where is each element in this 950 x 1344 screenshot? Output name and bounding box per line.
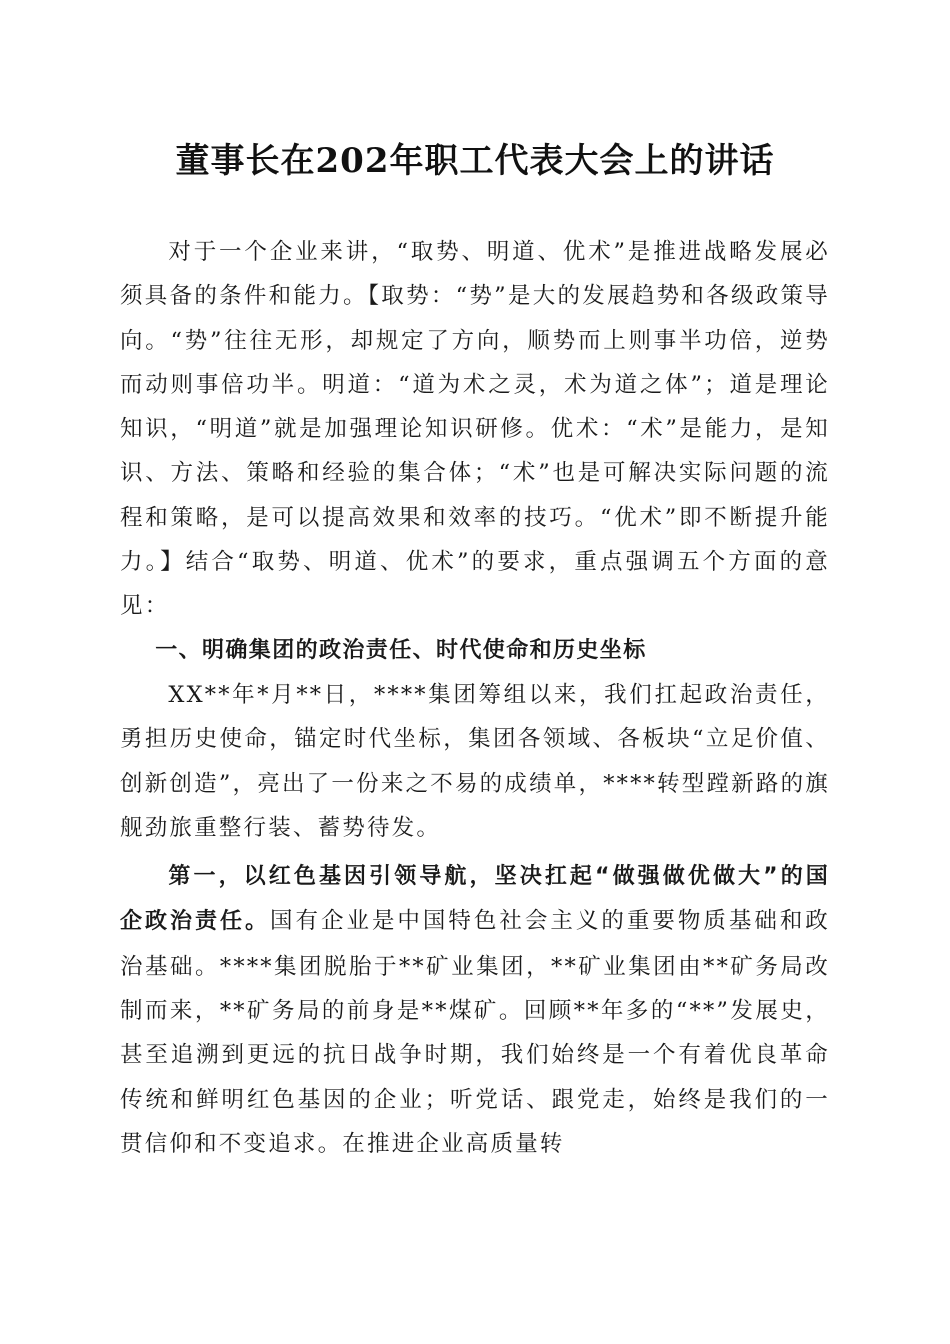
section-heading-1: 一、明确集团的政治责任、时代使命和历史坐标 [155, 637, 647, 663]
document-body [120, 230, 830, 1166]
intro-paragraph: 对于一个企业来讲，“取势、明道、优术”是推进战略发展必须具备的条件和能力。【取势：“势”是大的发展趋势和各级政策导向。“势”往往无形，却规定了方向，顺势而上则事半功倍，逆势而动则事倍功半。明道：“道为术之灵，术为道之体”；道是理论知识，“明道”就是加强理论知识研修。优术：“术”是能力，是知识、方法、策略和经验的集合体；“术”也是可解决实际问题的流程和策略，是可以提高效果和效率的技巧。“优术”即不断提升能力。】结合“取势、明道、优术”的要求，重点强调五个方面的意见： [120, 239, 830, 620]
section1-paragraph: XX**年*月**日，****集团筹组以来，我们扛起政治责任，勇担历史使命，锚定时代坐标，集团各领域、各板块“立足价值、创新创造”，亮出了一份来之不易的成绩单，****转型蹚新路的旗舰劲旅重整行装、蓄势待发。 [120, 681, 830, 841]
point-one-lead: 第一，以红色基因引领导航，坚决扛起“做强做优做大”的国企政治责任。 [120, 864, 830, 935]
point-one-body: 国有企业是中国特色社会主义的重要物质基础和政治基础。****集团脱胎于**矿业集团，**矿业集团由**矿务局改制而来，**矿务局的前身是**煤矿。回顾**年多的“**”发展史，甚至追溯到更远的抗日战争时期，我们始终是一个有着优良革命传统和鲜明红色基因的企业；听党话、跟党走，始终是我们的一贯信仰和不变追求。在推进企业高质量转 [120, 908, 831, 1157]
document-title: 董事长在202年职工代表大会上的讲话 [175, 141, 775, 181]
point-one-paragraph [120, 854, 830, 1166]
